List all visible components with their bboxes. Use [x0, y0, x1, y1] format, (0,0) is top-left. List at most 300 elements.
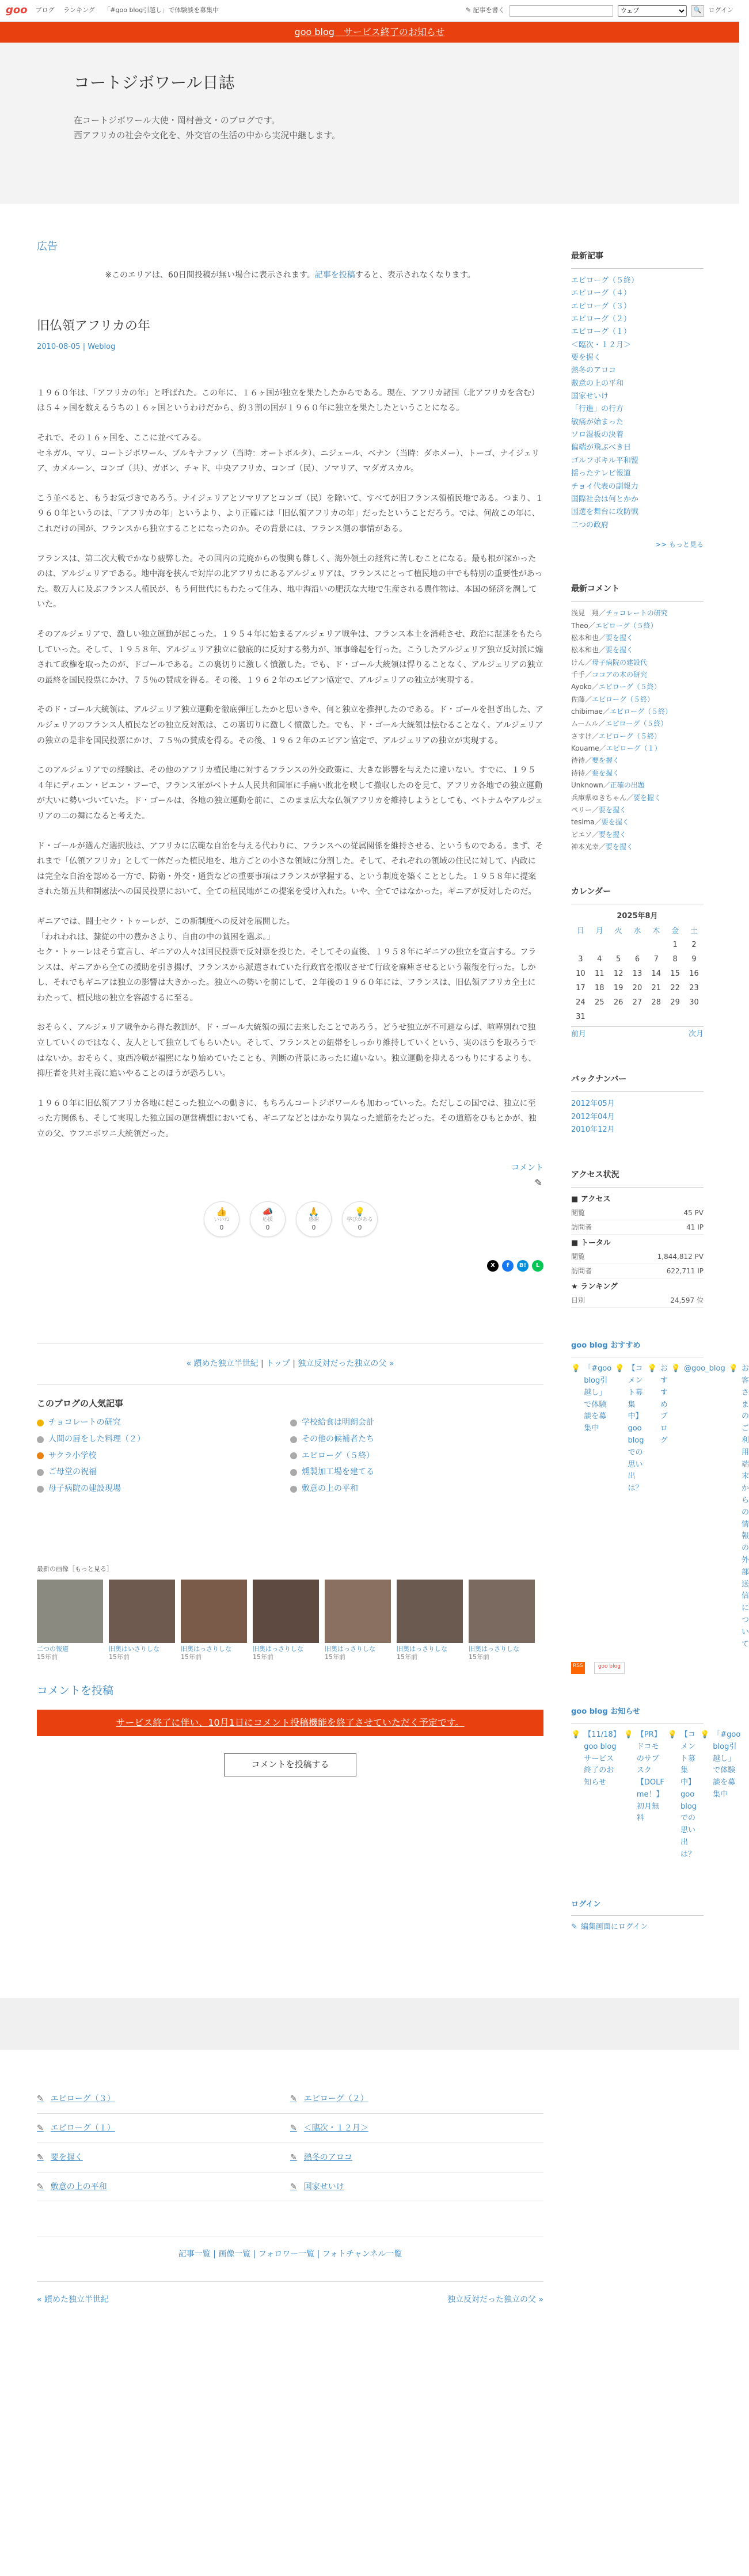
popular-item[interactable] [290, 1482, 543, 1496]
recent-post-link[interactable]: エピローグ（１） [571, 328, 632, 337]
ad-note-post: すると、表示されなくなります。 [355, 270, 476, 280]
rss-badges [571, 1662, 704, 1674]
calendar-weekday: 日 [576, 927, 584, 936]
footer-link-item[interactable] [37, 2172, 290, 2202]
nav-campaign[interactable]: 「#goo blog引越し」で体験談を募集中 [104, 6, 219, 14]
thumb-date: 15年前 [253, 1653, 273, 1661]
recent-post-link[interactable]: エピローグ（４） [571, 289, 632, 298]
comment-post-link[interactable]: エピローグ（５終） [598, 683, 661, 691]
calendar-day [590, 1010, 609, 1024]
popular-item-link[interactable]: 人間の唇をした料理（２） [48, 1434, 145, 1444]
ad-post-link[interactable]: 記事を投稿 [314, 270, 355, 280]
calendar-day [571, 938, 590, 952]
news-link[interactable]: 【コメント募集中】goo blogでの思い出は？ [680, 1730, 697, 1859]
thumb-caption[interactable]: 二つの報道 [37, 1645, 69, 1653]
share-buttons [37, 1260, 543, 1272]
thumb-caption[interactable]: 旧奥はいさりしな [109, 1645, 159, 1653]
bulb-icon: 💡 [571, 1730, 581, 1739]
calendar-day [685, 1010, 704, 1024]
comment-item[interactable] [571, 841, 704, 853]
footer-link[interactable]: 熱冬のアロコ [303, 2152, 352, 2162]
comment-sep: ／ [588, 621, 595, 630]
comment-item[interactable] [571, 607, 704, 619]
recent-post-link[interactable]: エピローグ（３） [571, 302, 632, 311]
comment-end-link[interactable]: サービス終了に伴い、10月1日にコメント投稿機能を終了させていただく予定です。 [116, 1717, 465, 1728]
popular-item[interactable] [37, 1466, 290, 1479]
main-column [37, 204, 543, 1966]
backnumber-link[interactable]: 2012年05月 [571, 1099, 615, 1109]
comment-user: chibimae [571, 707, 603, 716]
comment-link[interactable]: コメント [511, 1163, 543, 1173]
calendar-weekday: 土 [690, 927, 698, 936]
image-thumb[interactable] [109, 1580, 175, 1662]
calendar-month: 2025年8月 [617, 912, 658, 921]
footer-link-item[interactable] [290, 2084, 543, 2114]
calendar-day: 11 [594, 969, 604, 978]
access-total-text: トータル [580, 1239, 611, 1248]
post-paragraph: １９６０年に旧仏領アフリカ各地に起こった独立への動きに、もちろんコートジボワールも加わっていった。ただしこの国では、独立に至った方関係も、そして実現した独立国の運営構想においても、ギニアなどとはかなり異なった道筋をたどった。その道筋をひもとかが、独立の父、ウフエボワニ大統領だった。 [37, 1098, 537, 1139]
comment-post-link[interactable]: エピローグ（５終） [605, 720, 668, 728]
footer-link-item[interactable] [290, 2114, 543, 2143]
calendar-day: 22 [670, 983, 680, 992]
login-heading: ログイン [571, 1899, 704, 1916]
calendar-day: 17 [576, 983, 585, 992]
comment-end-notice [37, 1710, 543, 1736]
comment-post-link[interactable]: エピローグ（５終） [599, 732, 661, 740]
calendar-day: 15 [670, 969, 680, 978]
recent-more-link[interactable]: >> もっと見る [655, 540, 704, 549]
recent-post-link[interactable]: 二つの政府 [571, 520, 609, 530]
reaction-button[interactable] [250, 1201, 286, 1237]
popular-heading: このブログの人気記事 [37, 1398, 124, 1409]
footer-link[interactable]: エピローグ（２） [303, 2094, 368, 2104]
bulb-icon: 💡 [671, 1364, 681, 1373]
image-thumb[interactable] [253, 1580, 319, 1662]
backnumber-link[interactable]: 2012年04月 [571, 1112, 615, 1121]
search-scope-select[interactable] [618, 5, 687, 17]
recent-post-link[interactable]: 偏端が飛ぶべき日 [571, 443, 632, 452]
recent-post-link[interactable]: 国家せいけ [571, 392, 609, 401]
calendar-day: 19 [613, 983, 623, 992]
access-key: 閲覧 [571, 1253, 585, 1261]
recommend-link[interactable]: おすすめブログ [660, 1364, 668, 1445]
calendar-table [571, 910, 704, 1024]
comment-user: tesima [571, 818, 595, 827]
news-link[interactable]: 【PR】ドコモのサブスク【DOLF me！】初月無料 [636, 1730, 664, 1823]
thumb-caption[interactable]: 旧奥はっさりしな [397, 1645, 447, 1653]
reaction-count: 0 [219, 1223, 224, 1231]
image-thumb[interactable] [469, 1580, 535, 1662]
comment-user: ムームル [571, 720, 599, 728]
calendar-next[interactable]: 次月 [688, 1030, 704, 1039]
ranking-text: ランキング [580, 1283, 618, 1292]
access-row [571, 1220, 704, 1235]
thumb-caption[interactable]: 旧奥はっさりしな [253, 1645, 303, 1653]
comment-item[interactable] [571, 681, 704, 693]
calendar-day: 27 [632, 998, 642, 1007]
comment-post-link[interactable]: 要を握く [606, 633, 634, 642]
calendar-heading: カレンダー [571, 885, 704, 904]
calendar-day: 29 [670, 998, 680, 1007]
footer-link-item[interactable] [290, 2172, 543, 2202]
calendar-day: 4 [597, 954, 602, 964]
popular-item[interactable] [290, 1449, 543, 1463]
reaction-buttons [204, 1201, 543, 1237]
footer-prev-link[interactable]: « 躓めた独立半世紀 [37, 2295, 109, 2305]
popular-item[interactable] [37, 1433, 290, 1447]
calendar-day: 1 [672, 940, 678, 949]
recommend-item[interactable] [615, 1363, 644, 1650]
comment-sep: ／ [592, 732, 599, 740]
recent-post-link[interactable]: 「行進」の行方 [571, 405, 624, 414]
news-item[interactable] [571, 1729, 621, 1861]
post-icon: ✎ [290, 2124, 297, 2133]
footer-link[interactable]: 要を握く [50, 2152, 83, 2162]
calendar-day: 20 [632, 983, 642, 992]
comment-sep: ／ [599, 744, 606, 753]
access-value: 41 IP [686, 1223, 704, 1232]
comment-item[interactable] [571, 779, 704, 792]
rank-dot-icon [290, 1486, 297, 1493]
image-thumb[interactable] [181, 1580, 247, 1662]
calendar-day [590, 938, 609, 952]
thumb-image[interactable] [397, 1580, 463, 1643]
comment-post-heading: コメントを投稿 [37, 1684, 114, 1698]
popular-item-link[interactable]: エピローグ（５終） [302, 1451, 374, 1460]
access-row [571, 1250, 704, 1264]
comment-item[interactable] [571, 620, 704, 632]
comment-item[interactable] [571, 755, 704, 767]
comment-user: 待待 [571, 768, 585, 777]
footer-nav[interactable]: 記事一覧 | 画像一覧 | フォロワー一覧 | フォトチャンネル一覧 [37, 2236, 543, 2262]
popular-posts [37, 1397, 543, 1496]
popular-item[interactable] [290, 1433, 543, 1447]
post-icon: ✎ [290, 2094, 297, 2104]
share-x-icon[interactable]: X [487, 1260, 499, 1272]
reaction-icon: 📣 [262, 1206, 273, 1217]
post-paragraph: こう並べると、もうお気づきであろう。ナイジェリアとソマリアとコンゴ（民）を除いて、すべてが旧フランス領植民地である。つまり、１９６０年というのは、「アフリカの年」というより、より正確には「旧仏領アフリカの年」だったということだろう。では、何故この年に、これだけの国が、フランスから独立することになったのか。その背景には、フランス側の事情がある。 [37, 493, 543, 534]
images-heading[interactable]: 最新の画像［もっと見る］ [37, 1565, 113, 1573]
blog-title[interactable]: コートジボワール日誌 [74, 73, 235, 92]
comment-post-link[interactable]: 正確の出題 [610, 781, 645, 790]
next-post-link[interactable]: 独立反対だった独立の父 » [298, 1359, 394, 1368]
thumb-image[interactable] [181, 1580, 247, 1643]
ad-heading: 広告 [37, 241, 58, 253]
backnumber-link[interactable]: 2010年12月 [571, 1125, 615, 1134]
nav-blog[interactable]: ブログ [35, 6, 55, 14]
comment-post-link[interactable]: チョコレートの研究 [606, 609, 668, 618]
ad-note [37, 269, 543, 283]
goo-logo[interactable]: goo [6, 4, 28, 17]
news-item[interactable] [668, 1729, 697, 1861]
recent-post-link[interactable]: エピローグ（２） [571, 314, 632, 324]
comment-post-link[interactable]: 母子病院の建設代 [592, 658, 648, 667]
recent-post-link[interactable]: エピローグ（５終） [571, 276, 639, 285]
comment-item[interactable] [571, 694, 704, 706]
recent-post-link[interactable]: 揺ったテレビ報道 [571, 469, 631, 478]
calendar-weekday: 火 [614, 927, 622, 936]
post-title[interactable]: 旧仏領アフリカの年 [37, 319, 150, 334]
calendar-day: 21 [651, 983, 661, 992]
post-icon: ✎ [37, 2094, 44, 2104]
recommend-link[interactable]: お客さまのご利用端末からの情報の外部送信について [741, 1364, 749, 1649]
rank-dot-icon [290, 1420, 297, 1426]
comment-post-link[interactable]: エピローグ（１） [606, 744, 661, 753]
thumb-date: 15年前 [469, 1653, 489, 1661]
thumb-image[interactable] [469, 1580, 535, 1643]
share-f-icon[interactable]: f [502, 1260, 514, 1272]
popular-item-link[interactable]: 敷意の上の平和 [302, 1484, 358, 1494]
comment-item[interactable] [571, 792, 704, 804]
footer-link[interactable]: ＜臨次・１２月＞ [303, 2124, 368, 2133]
reaction-count: 0 [265, 1223, 270, 1231]
post-icon: ✎ [37, 2124, 44, 2133]
blog-desc-1: 在コートジボワール大使・岡村善文・のブログです。 [74, 115, 280, 125]
popular-item[interactable] [37, 1482, 290, 1496]
footer-link[interactable]: 敷意の上の平和 [50, 2182, 107, 2191]
calendar-day [609, 1010, 628, 1024]
footer-pager [37, 2281, 543, 2307]
post-comment-button[interactable]: コメントを投稿する [224, 1753, 356, 1776]
thumb-image[interactable] [253, 1580, 319, 1643]
popular-item-link[interactable]: チョコレートの研究 [48, 1417, 121, 1427]
recommend-item[interactable] [671, 1363, 725, 1650]
comment-item[interactable] [571, 632, 704, 644]
goo-blog-badge[interactable]: goo blog [594, 1662, 625, 1674]
comment-post-link[interactable]: 要を握く [599, 805, 627, 814]
popular-item-link[interactable]: ご母堂の祝福 [48, 1467, 97, 1477]
recommend-link[interactable]: 「#goo blog引越し」で体験談を募集中 [584, 1364, 612, 1433]
recommend-link[interactable]: 【コメント募集中】goo blogでの思い出は？ [628, 1364, 644, 1493]
comment-post-link[interactable]: 要を握く [633, 793, 661, 802]
popular-item-link[interactable]: 母子病院の建設現場 [48, 1484, 121, 1494]
calendar-day: 24 [576, 998, 585, 1007]
comment-sep: ／ [585, 670, 592, 679]
comment-item[interactable] [571, 743, 704, 755]
recommend-item[interactable] [729, 1363, 749, 1650]
recommend-item[interactable] [571, 1363, 611, 1650]
prev-post-link[interactable]: « 躓めた独立半世紀 [186, 1359, 258, 1368]
footer-link-item[interactable] [37, 2084, 290, 2114]
image-thumb[interactable] [325, 1580, 391, 1662]
news-item[interactable] [700, 1729, 740, 1861]
comment-item[interactable] [571, 718, 704, 730]
rank-dot-icon [37, 1452, 44, 1459]
thumb-image[interactable] [37, 1580, 103, 1643]
calendar-day: 8 [672, 954, 678, 964]
access-row [571, 1264, 704, 1279]
thumb-caption[interactable]: 旧奥はっさりしな [181, 1645, 231, 1653]
access-key: 日別 [571, 1296, 585, 1305]
rank-dot-icon [37, 1436, 44, 1443]
rss-badge[interactable]: RSS [571, 1662, 585, 1674]
comment-item[interactable] [571, 829, 704, 841]
rank-dot-icon [37, 1469, 44, 1476]
access-today-text: アクセス [580, 1195, 611, 1204]
comment-post-link[interactable]: 要を握く [599, 830, 627, 839]
login-link[interactable]: ログイン [708, 6, 733, 14]
recent-post-link[interactable]: 国選を舞台に攻防戦 [571, 508, 639, 517]
write-post-link[interactable] [466, 5, 505, 16]
news-list [571, 1729, 741, 1867]
recent-post-link[interactable]: 国際社会は何とかか [571, 494, 639, 504]
service-end-banner [0, 22, 739, 43]
rank-dot-icon [37, 1420, 44, 1426]
reaction-button[interactable] [342, 1201, 378, 1237]
comment-item[interactable] [571, 767, 704, 779]
calendar-day: 23 [689, 983, 699, 992]
popular-item[interactable] [37, 1449, 290, 1463]
calendar-day: 7 [653, 954, 659, 964]
footer-link-item[interactable] [37, 2143, 290, 2172]
image-thumb[interactable] [37, 1580, 103, 1662]
backnumber-heading: バックナンバー [571, 1073, 704, 1092]
comment-post-link[interactable]: エピローグ（５終） [592, 695, 655, 703]
search-icon: 🔍 [693, 6, 702, 14]
calendar-day: 28 [651, 998, 661, 1007]
image-thumb[interactable] [397, 1580, 463, 1662]
pencil-icon: ✎ [465, 6, 472, 14]
top-bar [0, 0, 739, 22]
calendar-day [628, 1010, 647, 1024]
recommend-heading: goo blog おすすめ [571, 1340, 704, 1357]
comment-sep: ／ [598, 720, 606, 728]
comment-item[interactable] [571, 644, 704, 656]
thumb-image[interactable] [109, 1580, 175, 1643]
bulb-icon: 💡 [571, 1364, 581, 1373]
footer-link[interactable]: エピローグ（１） [50, 2124, 115, 2133]
access-value: 24,597 位 [670, 1296, 704, 1305]
comment-user: Ayoko [571, 683, 592, 691]
reaction-button[interactable] [296, 1201, 332, 1237]
comment-sep: ／ [585, 756, 592, 765]
reaction-icon: 👍 [216, 1206, 227, 1217]
comment-post-link[interactable]: ココアの木の研究 [592, 670, 648, 679]
thumb-caption[interactable]: 旧奥はっさりしな [325, 1645, 375, 1653]
comment-sep: ／ [594, 818, 602, 827]
comment-sep: ／ [599, 609, 606, 618]
comment-item[interactable] [571, 730, 704, 743]
comment-item[interactable] [571, 804, 704, 816]
comment-item[interactable] [571, 816, 704, 828]
comment-user: けん [571, 658, 585, 667]
comment-user: 千手 [571, 670, 585, 679]
comment-sep: ／ [592, 805, 599, 814]
comment-item[interactable] [571, 706, 704, 718]
popular-item-link[interactable]: サクラ小学校 [48, 1451, 97, 1460]
comment-post-link[interactable]: 要を握く [592, 768, 620, 777]
comment-item[interactable] [571, 669, 704, 681]
post-paragraph: そのド・ゴール大統領は、アルジェリア独立運動を徹底弾圧したかと思いきや、何と独立を推押したのである。ド・ゴールを担ぎ出した、アルジェリアのフランス人植民などの独立反対派は、この裏切りに激しく憤激した。でも、ド・ゴール大統領は怯むることなく、アルジェリアの独立の是非を国民投票にかけ、７５％の賛成を得る。その後、１９６２年のエビアン協定で、アルジェリアの独立が実現する。 [37, 705, 543, 745]
post-pager: « 躓めた独立半世紀 | トップ | 独立反対だった独立の父 » [37, 1344, 543, 1386]
recommend-link[interactable]: @goo_blog [684, 1364, 725, 1373]
calendar-day: 9 [691, 954, 697, 964]
thumb-date: 15年前 [109, 1653, 130, 1661]
share-l-icon[interactable]: L [532, 1260, 543, 1272]
calendar-day: 3 [578, 954, 583, 964]
calendar-weekday: 月 [595, 927, 603, 936]
popular-item[interactable] [37, 1416, 290, 1430]
comment-post-link[interactable]: 要を握く [606, 646, 634, 655]
comment-post-link[interactable]: 要を握く [592, 756, 620, 765]
recent-posts-list [571, 275, 704, 532]
thumb-image[interactable] [325, 1580, 391, 1643]
comment-user: Theo [571, 621, 588, 630]
recent-post-link[interactable]: 敷意の上の平和 [571, 379, 624, 388]
comment-sep: ／ [585, 768, 592, 777]
bulb-icon: 💡 [623, 1730, 633, 1739]
footer-link[interactable]: エピローグ（３） [50, 2094, 115, 2104]
recent-post-link[interactable]: ソロ湿板の決着 [571, 431, 624, 440]
footer-grey-band [0, 1998, 739, 2050]
calendar-day [647, 938, 666, 952]
access-row [571, 1206, 704, 1220]
comment-post-link[interactable]: エピローグ（５終） [595, 621, 657, 630]
news-link[interactable]: 「#goo blog引越し」で体験談を募集中 [713, 1730, 741, 1799]
recent-post-link[interactable]: 熱冬のアロコ [571, 366, 617, 375]
edit-pencil-icon[interactable]: ✎ [534, 1177, 542, 1189]
comment-item[interactable] [571, 657, 704, 669]
image-thumbnails [37, 1580, 543, 1662]
reaction-label: 学びがある [347, 1217, 373, 1223]
comment-user: 松本和也 [571, 646, 599, 655]
recent-post-link[interactable]: チョイ代表の副報力 [571, 482, 638, 491]
edit-login-link[interactable] [571, 1921, 704, 1934]
popular-item-link[interactable]: 学校給食は明朗会計 [302, 1417, 374, 1427]
popular-item[interactable] [290, 1416, 543, 1430]
recent-post-link[interactable]: 要を握く [571, 353, 602, 362]
reaction-label: 応援 [262, 1217, 273, 1223]
footer-link-item[interactable] [37, 2114, 290, 2143]
comment-post-link[interactable]: 要を握く [606, 843, 634, 851]
news-heading: goo blog お知らせ [571, 1706, 704, 1723]
calendar-prev[interactable]: 前月 [571, 1030, 587, 1039]
thumb-date: 15年前 [397, 1653, 417, 1661]
footer-link[interactable]: 国家せいけ [303, 2182, 344, 2191]
comment-sep: ／ [592, 830, 599, 839]
popular-item-link[interactable]: 燻製加工場を建てる [302, 1467, 374, 1477]
popular-grid [37, 1416, 543, 1496]
reaction-label: 感謝 [308, 1217, 319, 1223]
comment-post-link[interactable]: 要を握く [601, 818, 629, 827]
post-date: 2010-08-05 [37, 342, 81, 351]
comment-post-link[interactable]: エピローグ（５終） [609, 707, 672, 716]
footer-link-item[interactable] [290, 2143, 543, 2172]
nav-ranking[interactable]: ランキング [63, 6, 95, 14]
access-value: 622,711 IP [666, 1267, 704, 1276]
thumb-caption[interactable]: 旧奥はっさりしな [469, 1645, 519, 1653]
recent-post-link[interactable]: 敏痛が始まった [571, 417, 624, 427]
popular-item-link[interactable]: その他の候補者たち [302, 1434, 374, 1444]
reaction-button[interactable] [204, 1201, 239, 1237]
top-link[interactable]: トップ [266, 1359, 290, 1368]
recent-post-link[interactable]: ＜臨次・１２月＞ [571, 340, 632, 349]
popular-item[interactable] [290, 1466, 543, 1479]
search-input[interactable] [510, 5, 613, 17]
post-category[interactable]: Weblog [88, 342, 116, 351]
calendar-day: 13 [632, 969, 642, 978]
footer-next-link[interactable]: 独立反対だった独立の父 » [447, 2295, 543, 2305]
share-b-icon[interactable]: B! [517, 1260, 529, 1272]
news-item[interactable] [624, 1729, 664, 1861]
recent-post-link[interactable]: ゴルフボキル平和盟 [571, 456, 638, 465]
news-link[interactable]: 【11/18】goo blogサービス終了のお知らせ [584, 1730, 621, 1787]
service-end-link[interactable]: goo blog サービス終了のお知らせ [294, 26, 445, 38]
comment-user: 待待 [571, 756, 585, 765]
search-button[interactable] [691, 5, 704, 17]
recommend-item[interactable] [648, 1363, 668, 1650]
bulb-icon: 💡 [647, 1364, 657, 1373]
